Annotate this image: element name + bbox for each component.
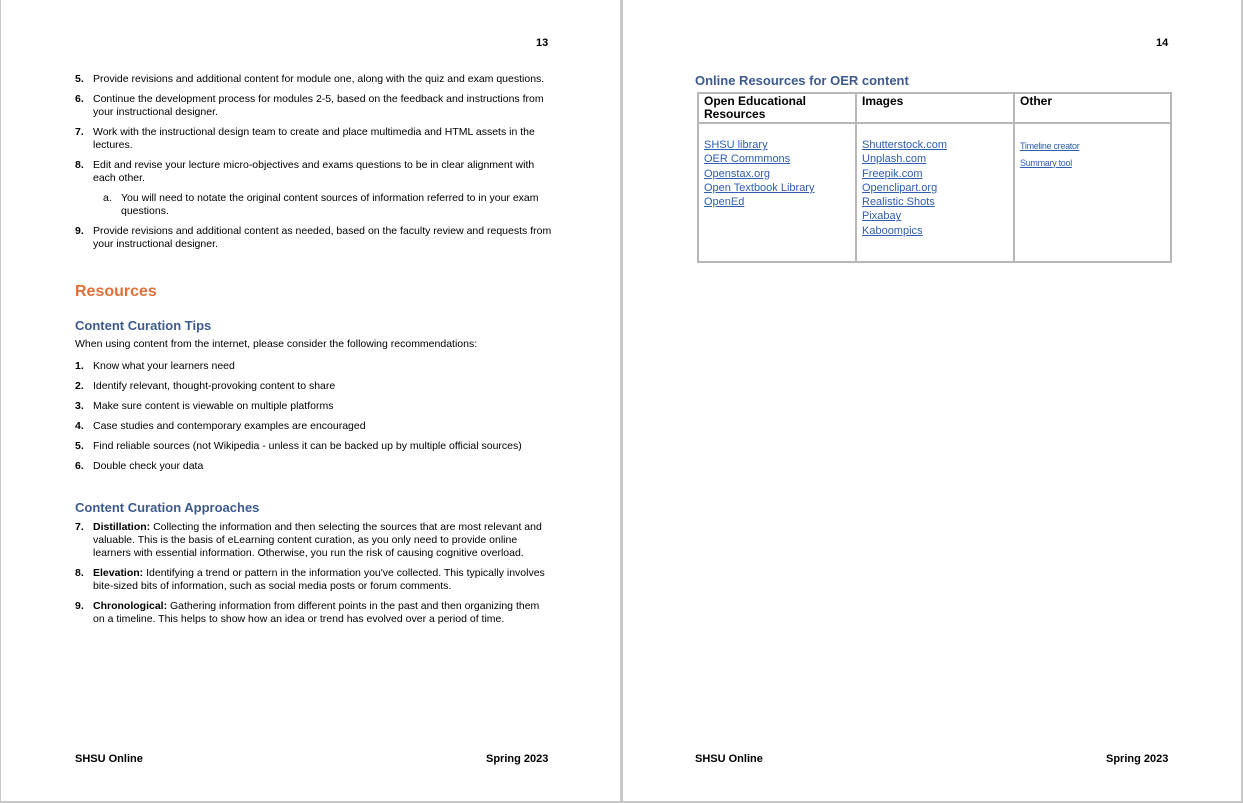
list-item: 7. Distillation: Collecting the information and then selecting the sources that are most relevant and valuable. This is the basis of eLearning content curation, as you only need to provide online learners with essential information. Otherwise, you run the risk of causing cognitive overload. [75,521,542,559]
other-links-cell [1014,123,1171,262]
tips-intro: When using content from the internet, please consider the following recommendations: [75,338,478,350]
column-header-oer: Open Educational Resources [698,93,856,123]
list-item: 7. Work with the instructional design team to create and place multimedia and HTML assets in the lectures. [75,126,535,151]
link-summary-tool[interactable]: Summary tool [1020,157,1072,168]
list-item: 5. Find reliable sources (not Wikipedia - unless it can be backed up by multiple official sources) [75,440,522,452]
link-kaboompics[interactable]: Kaboompics [862,224,923,237]
link-open-textbook-library[interactable]: Open Textbook Library [704,181,815,194]
footer-left: SHSU Online [695,753,763,765]
link-shsu-library[interactable]: SHSU library [704,139,768,151]
oer-resources-table [697,92,1172,263]
footer-right: Spring 2023 [486,753,549,765]
footer-right: Spring 2023 [1106,753,1169,765]
link-openclipart[interactable]: Openclipart.org [862,181,938,194]
page-14 [620,0,1243,803]
link-oer-commons[interactable]: OER Commmons [704,153,791,166]
tips-list [53,360,553,473]
page-13 [0,0,620,803]
resources-heading: Resources [75,283,157,300]
link-timeline-creator[interactable]: Timeline creator [1020,141,1080,151]
footer-left: SHSU Online [75,753,143,765]
link-pixabay[interactable]: Pixabay [862,210,902,223]
list-item: 9. Provide revisions and additional content as needed, based on the faculty review and requests from your instructional designer. [75,225,552,250]
list-item: 1. Know what your learners need [75,360,235,372]
table-heading: Online Resources for OER content [695,73,909,88]
link-opened[interactable]: OpenEd [704,196,745,209]
list-item: 9. Chronological: Gathering information from different points in the past and then organizing them on a timeline. This helps to show how an idea or trend has evolved over a period of time. [75,600,540,625]
list-subitem: a. You will need to notate the original content sources of information referred to in your exam questions. [103,192,539,217]
page-number: 13 [536,37,549,49]
link-realistic-shots[interactable]: Realistic Shots [862,196,935,209]
list-item: 4. Case studies and contemporary examples are encouraged [75,420,366,432]
list-item: 3. Make sure content is viewable on multiple platforms [75,400,334,412]
oer-links-cell [698,123,856,262]
list-item: 5. Provide revisions and additional content for module one, along with the quiz and exam questions. [75,73,545,85]
page-number: 14 [1156,37,1169,49]
column-header-other: Other [1014,93,1171,123]
list-item: 6. Continue the development process for modules 2-5, based on the feedback and instructions from your instructional designer. [75,93,544,118]
link-unplash[interactable]: Unplash.com [862,153,927,166]
list-item: 6. Double check your data [75,460,204,472]
link-freepik[interactable]: Freepik.com [862,167,923,180]
link-openstax[interactable]: Openstax.org [704,167,771,180]
approaches-list [53,521,553,626]
approaches-heading: Content Curation Approaches [75,500,260,515]
tips-heading: Content Curation Tips [75,318,212,333]
image-links-cell [856,123,1014,262]
link-shutterstock[interactable]: Shutterstock.com [862,139,947,151]
column-header-images: Images [856,93,1014,123]
list-item: 8. Elevation: Identifying a trend or pattern in the information you've collected. This typically involves bite-sized bits of information, such as social media posts or forum comments. [75,567,545,592]
steps-list [53,73,553,251]
list-item: 8. Edit and revise your lecture micro-objectives and exams questions to be in clear alignment with each other. [75,159,535,184]
list-item: 2. Identify relevant, thought-provoking content to share [75,380,336,392]
